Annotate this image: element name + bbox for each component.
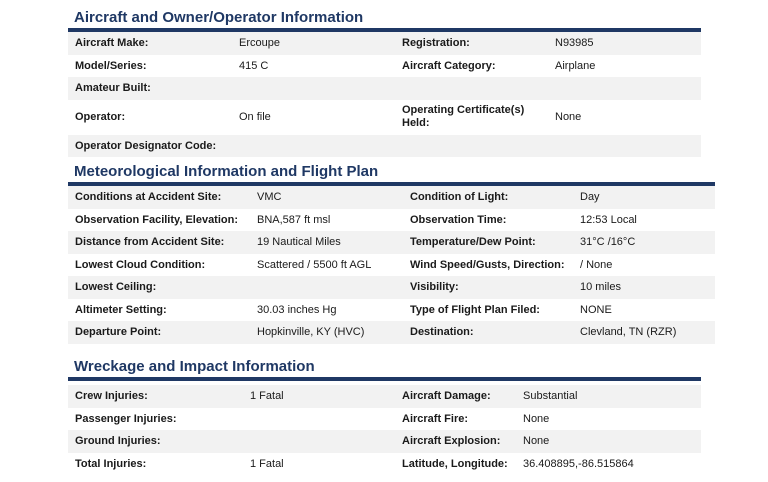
aircraft-explosion-value: None xyxy=(516,430,701,453)
table-row xyxy=(68,186,715,209)
table-row xyxy=(68,321,715,344)
meteorological-table xyxy=(68,186,715,344)
flight-plan-value: NONE xyxy=(573,299,715,322)
operator-label: Operator: xyxy=(68,100,232,135)
table-row xyxy=(68,430,701,453)
aircraft-make-label: Aircraft Make: xyxy=(68,32,232,55)
aircraft-make-value: Ercoupe xyxy=(232,32,395,55)
aircraft-fire-label: Aircraft Fire: xyxy=(395,408,516,431)
model-series-value: 415 C xyxy=(232,55,395,78)
empty-label xyxy=(395,135,548,158)
total-injuries-value: 1 Fatal xyxy=(243,453,395,476)
visibility-value: 10 miles xyxy=(573,276,715,299)
observation-time-value: 12:53 Local xyxy=(573,209,715,232)
empty-value xyxy=(548,135,701,158)
operator-value: On file xyxy=(232,100,395,135)
condition-of-light-value: Day xyxy=(573,186,715,209)
altimeter-value: 30.03 inches Hg xyxy=(250,299,403,322)
altimeter-label: Altimeter Setting: xyxy=(68,299,250,322)
registration-label: Registration: xyxy=(395,32,548,55)
meteorological-section-title: Meteorological Information and Flight Plan xyxy=(74,163,379,180)
distance-label: Distance from Accident Site: xyxy=(68,231,250,254)
model-series-label: Model/Series: xyxy=(68,55,232,78)
temperature-dew-point-label: Temperature/Dew Point: xyxy=(403,231,573,254)
table-row xyxy=(68,299,715,322)
destination-value: Clevland, TN (RZR) xyxy=(573,321,715,344)
operator-designator-code-label: Operator Designator Code: xyxy=(68,135,232,158)
operator-designator-code-value xyxy=(232,135,395,158)
wind-value: / None xyxy=(573,254,715,277)
amateur-built-label: Amateur Built: xyxy=(68,77,232,100)
wreckage-section-rule xyxy=(68,377,701,381)
lowest-ceiling-label: Lowest Ceiling: xyxy=(68,276,250,299)
observation-time-label: Observation Time: xyxy=(403,209,573,232)
condition-of-light-label: Condition of Light: xyxy=(403,186,573,209)
table-row xyxy=(68,408,701,431)
latitude-longitude-label: Latitude, Longitude: xyxy=(395,453,516,476)
departure-point-label: Departure Point: xyxy=(68,321,250,344)
table-row xyxy=(68,276,715,299)
wind-label: Wind Speed/Gusts, Direction: xyxy=(403,254,573,277)
aircraft-table xyxy=(68,32,701,157)
passenger-injuries-value xyxy=(243,408,395,431)
operating-certificate-label: Operating Certificate(s) Held: xyxy=(395,100,548,135)
flight-plan-label: Type of Flight Plan Filed: xyxy=(403,299,573,322)
table-row xyxy=(68,231,715,254)
crew-injuries-label: Crew Injuries: xyxy=(68,385,243,408)
aircraft-section xyxy=(68,8,701,157)
observation-facility-label: Observation Facility, Elevation: xyxy=(68,209,250,232)
departure-point-value: Hopkinville, KY (HVC) xyxy=(250,321,403,344)
latitude-longitude-value: 36.408895,-86.515864 xyxy=(516,453,701,476)
aircraft-damage-label: Aircraft Damage: xyxy=(395,385,516,408)
aircraft-damage-value: Substantial xyxy=(516,385,701,408)
wreckage-section xyxy=(68,357,701,475)
conditions-label: Conditions at Accident Site: xyxy=(68,186,250,209)
ground-injuries-label: Ground Injuries: xyxy=(68,430,243,453)
meteorological-section xyxy=(68,162,715,344)
amateur-built-value xyxy=(232,77,395,100)
registration-value: N93985 xyxy=(548,32,701,55)
table-row xyxy=(68,385,701,408)
observation-facility-value: BNA,587 ft msl xyxy=(250,209,403,232)
total-injuries-label: Total Injuries: xyxy=(68,453,243,476)
aircraft-category-label: Aircraft Category: xyxy=(395,55,548,78)
aircraft-explosion-label: Aircraft Explosion: xyxy=(395,430,516,453)
table-row xyxy=(68,135,701,158)
lowest-cloud-label: Lowest Cloud Condition: xyxy=(68,254,250,277)
visibility-label: Visibility: xyxy=(403,276,573,299)
lowest-ceiling-value xyxy=(250,276,403,299)
table-row xyxy=(68,254,715,277)
table-row xyxy=(68,100,701,135)
aircraft-fire-value: None xyxy=(516,408,701,431)
empty-label xyxy=(395,77,548,100)
lowest-cloud-value: Scattered / 5500 ft AGL xyxy=(250,254,403,277)
temperature-dew-point-value: 31°C /16°C xyxy=(573,231,715,254)
crew-injuries-value: 1 Fatal xyxy=(243,385,395,408)
ground-injuries-value xyxy=(243,430,395,453)
destination-label: Destination: xyxy=(403,321,573,344)
aircraft-section-title: Aircraft and Owner/Operator Information xyxy=(74,9,364,26)
table-row xyxy=(68,453,701,476)
wreckage-table xyxy=(68,385,701,475)
operating-certificate-value: None xyxy=(548,100,701,135)
table-row xyxy=(68,55,701,78)
empty-value xyxy=(548,77,701,100)
table-row xyxy=(68,77,701,100)
aircraft-category-value: Airplane xyxy=(548,55,701,78)
table-row xyxy=(68,209,715,232)
conditions-value: VMC xyxy=(250,186,403,209)
table-row xyxy=(68,32,701,55)
passenger-injuries-label: Passenger Injuries: xyxy=(68,408,243,431)
wreckage-section-title: Wreckage and Impact Information xyxy=(74,358,315,375)
distance-value: 19 Nautical Miles xyxy=(250,231,403,254)
